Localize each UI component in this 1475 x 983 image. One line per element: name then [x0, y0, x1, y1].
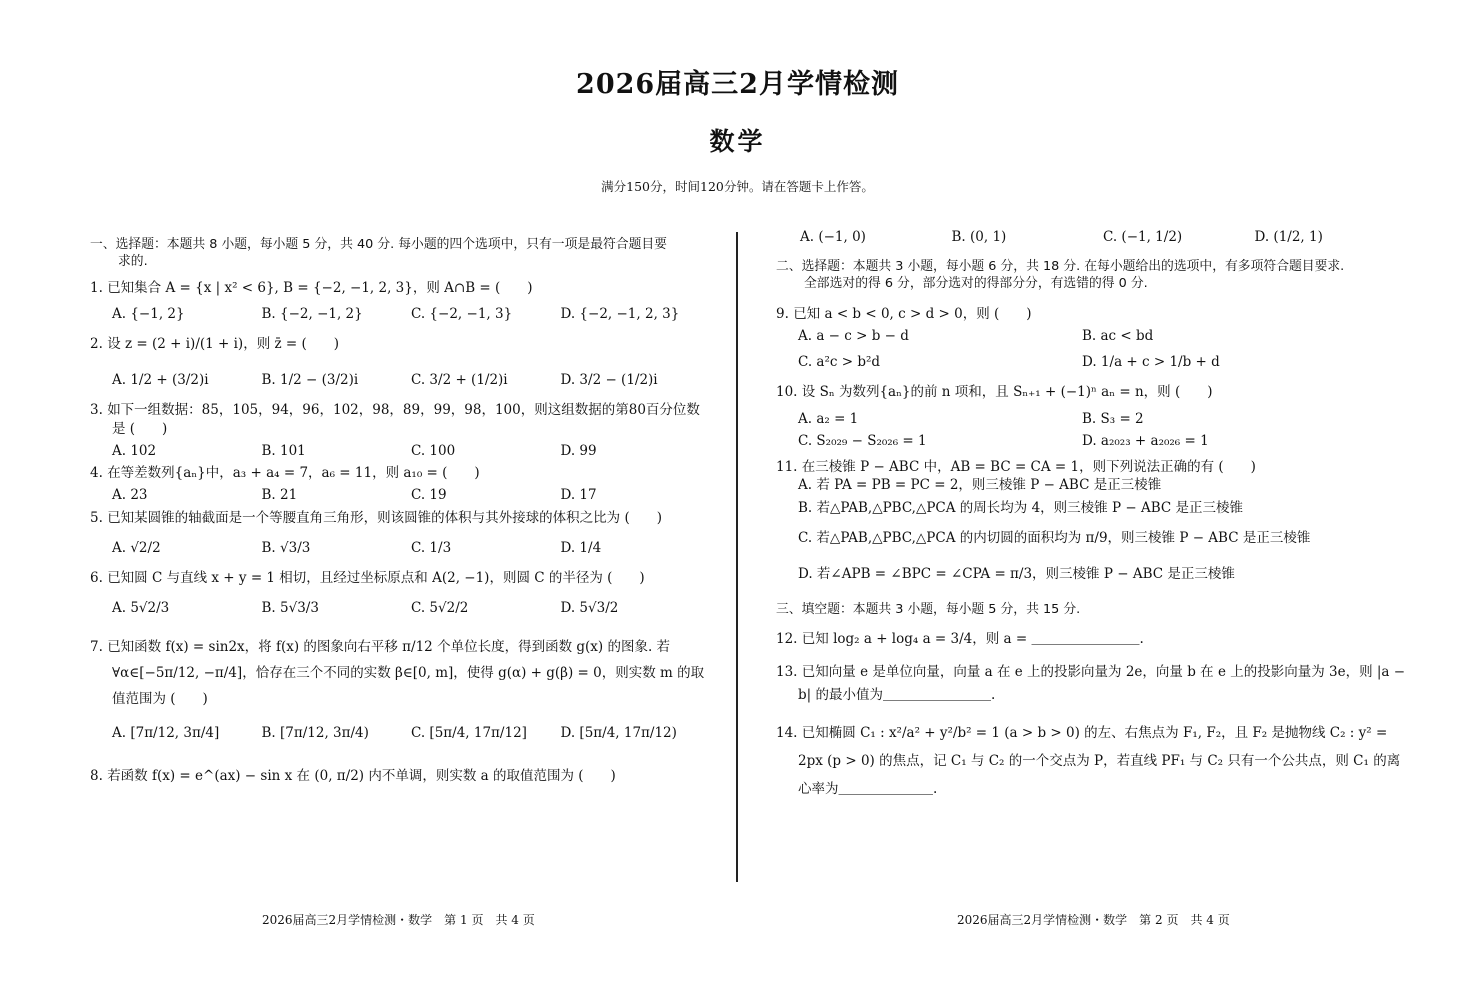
option-c: C. 100: [411, 442, 456, 459]
page-footer-right: 2026届高三2月学情检测・数学 第 2 页 共 4 页: [957, 913, 1230, 927]
question-10-options-row2: [776, 432, 1406, 450]
option-d: D. 17: [560, 487, 597, 504]
question-4: 4. 在等差数列{aₙ}中，a₃ + a₄ = 7，a₆ = 11，则 a₁₀ = ( ): [90, 465, 480, 482]
option-c: C. 19: [411, 487, 447, 504]
option-a: A. √2/2: [112, 539, 161, 556]
option-a: A. a − c > b − d: [798, 327, 909, 344]
option-d: D. 1/4: [560, 539, 602, 556]
question-2: 2. 设 z = (2 + i)/(1 + i)，则 z̄ = ( ): [90, 335, 340, 352]
question-14: 14. 已知椭圆 C₁ : x²/a² + y²/b² = 1 (a > b > 0) 的左、右焦点为 F₁, F₂，且 F₂ 是抛物线 C₂ : y² = 2px (p > 0) 的焦点，记 C₁ 与 C₂ 的一个交点为 P，若直线 PF₁ 与 C₂ 只有一个公共点，则 C₁ 的离心率为＿＿＿＿＿＿＿.: [776, 724, 1401, 798]
option-d: D. a₂₀₂₃ + a₂₀₂₆ = 1: [1082, 432, 1209, 449]
exam-title: 2026届高三2月学情检测: [576, 69, 899, 100]
question-8: 8. 若函数 f(x) = e^(ax) − sin x 在 (0, π/2) 内不单调，则实数 a 的取值范围为 ( ): [90, 767, 616, 784]
option-c: C. S₂₀₂₉ − S₂₀₂₆ = 1: [798, 432, 927, 449]
question-text: 在等差数列{aₙ}中，a₃ + a₄ = 7，a₆ = 11，则 a₁₀ = ( ): [107, 465, 480, 482]
option-a: A. 5√2/3: [112, 600, 170, 617]
question-text: 设 z = (2 + i)/(1 + i)，则 z̄ = ( ): [107, 335, 340, 352]
question-text: 已知某圆锥的轴截面是一个等腰直角三角形，则该圆锥的体积与其外接球的体积之比为 ( ): [107, 509, 663, 526]
question-1-options: [90, 305, 710, 323]
right-column: [776, 228, 1406, 804]
exam-notice: 满分150分，时间120分钟。请在答题卡上作答。: [601, 179, 874, 194]
option-a: A. a₂ = 1: [798, 410, 859, 427]
section-1-heading: 一、选择题：本题共 8 小题，每小题 5 分，共 40 分. 每小题的四个选项中，只有一项是最符合题目要 求的.: [90, 237, 667, 270]
option-c: C. (−1, 1/2): [1103, 229, 1183, 245]
question-6-options: [90, 599, 710, 617]
question-text: 已知椭圆 C₁ : x²/a² + y²/b² = 1 (a > b > 0) 的左、右焦点为 F₁, F₂，且 F₂ 是抛物线 C₂ : y² = 2px (p > 0) 的焦点，记 C₁ 与 C₂ 的一个交点为 P，若直线 PF₁ 与 C₂ 只有一个公共点，则 C₁ 的离心率为＿＿＿＿＿＿＿.: [798, 724, 1401, 798]
option-a: A. {−1, 2}: [112, 305, 185, 322]
option-d: D. 3/2 − (1/2)i: [560, 372, 658, 389]
option-c: C. 5√2/2: [411, 600, 469, 617]
question-10: 10. 设 Sₙ 为数列{aₙ}的前 n 项和，且 Sₙ₊₁ + (−1)ⁿ aₙ = n，则 ( ): [776, 384, 1213, 401]
option-b: B. 1/2 − (3/2)i: [261, 372, 359, 389]
subject-title: 数学: [709, 127, 766, 156]
option-a: A. 若 PA = PB = PC = 2，则三棱锥 P − ABC 是正三棱锥: [798, 477, 1162, 494]
section-2-heading: 二、选择题：本题共 3 小题，每小题 6 分，共 18 分. 在每小题给出的选项中，有多项符合题目要求. 全部选对的得 6 分，部分选对的得部分分，有选错的得 0 分.: [776, 259, 1345, 292]
option-a: A. 102: [112, 442, 157, 459]
option-d: D. 99: [560, 442, 597, 459]
option-b: B. [7π/12, 3π/4): [261, 725, 369, 742]
question-7-options: [90, 724, 710, 742]
question-text: 已知 log₂ a + log₄ a = 3/4，则 a = ＿＿＿＿＿＿＿＿.: [801, 631, 1144, 648]
option-c: C. 若△PAB,△PBC,△PCA 的内切圆的面积均为 π/9，则三棱锥 P − ABC 是正三棱锥: [798, 529, 1311, 546]
option-b: B. 若△PAB,△PBC,△PCA 的周长均为 4，则三棱锥 P − ABC 是正三棱锥: [798, 499, 1243, 516]
question-text: 已知向量 e 是单位向量，向量 a 在 e 上的投影向量为 2e，向量 b 在 e 上的投影向量为 3e，则 |a − b| 的最小值为＿＿＿＿＿＿＿＿.: [798, 663, 1406, 703]
option-b: B. (0, 1): [951, 229, 1007, 245]
option-c: C. 1/3: [411, 539, 452, 556]
left-column: [90, 236, 710, 785]
question-text: 已知集合 A = {x | x² < 6}, B = {−2, −1, 2, 3}，则 A∩B = ( ): [107, 279, 533, 296]
question-5-options: [90, 539, 710, 557]
question-9-options-row2: [776, 353, 1406, 371]
option-a: A. [7π/12, 3π/4]: [112, 725, 220, 742]
question-11: 11. 在三棱锥 P − ABC 中，AB = BC = CA = 1，则下列说法正确的有 ( ): [776, 459, 1256, 476]
option-b: B. 5√3/3: [261, 600, 319, 617]
question-text: 已知函数 f(x) = sin2x，将 f(x) 的图象向右平移 π/12 个单位长度，得到函数 g(x) 的图象. 若 ∀α∈[−5π/12, −π/4]，恰存在三个不同的实数 β∈[0, m]，使得 g(α) + g(β) = 0，则实数 m 的取值范围为 ( ): [107, 639, 705, 707]
option-b: B. √3/3: [261, 539, 311, 556]
option-a: A. 23: [112, 487, 148, 504]
question-10-options-row1: [776, 410, 1406, 428]
question-9: 9. 已知 a < b < 0, c > d > 0，则 ( ): [776, 305, 1032, 322]
option-b: B. 21: [261, 487, 298, 504]
question-13: 13. 已知向量 e 是单位向量，向量 a 在 e 上的投影向量为 2e，向量 b 在 e 上的投影向量为 3e，则 |a − b| 的最小值为＿＿＿＿＿＿＿＿.: [776, 663, 1406, 703]
option-d: D. 若∠APB = ∠BPC = ∠CPA = π/3，则三棱锥 P − ABC 是正三棱锥: [798, 565, 1235, 582]
option-c: C. a²c > b²d: [798, 354, 881, 371]
option-d: D. [5π/4, 17π/12): [560, 725, 677, 742]
question-text: 设 Sₙ 为数列{aₙ}的前 n 项和，且 Sₙ₊₁ + (−1)ⁿ aₙ = n，则 ( ): [801, 384, 1213, 401]
option-c: C. 3/2 + (1/2)i: [411, 372, 508, 389]
question-5: 5. 已知某圆锥的轴截面是一个等腰直角三角形，则该圆锥的体积与其外接球的体积之比为 ( ): [90, 509, 663, 526]
option-d: D. 1/a + c > 1/b + d: [1082, 354, 1220, 371]
question-12: 12. 已知 log₂ a + log₄ a = 3/4，则 a = ＿＿＿＿＿＿＿＿.: [776, 631, 1144, 648]
question-1: 1. 已知集合 A = {x | x² < 6}, B = {−2, −1, 2, 3}，则 A∩B = ( ): [90, 279, 533, 296]
question-text: 已知 a < b < 0, c > d > 0，则 ( ): [793, 305, 1032, 322]
option-b: B. ac < bd: [1082, 327, 1154, 344]
page-footer-left: 2026届高三2月学情检测・数学 第 1 页 共 4 页: [262, 913, 535, 927]
option-a: A. (−1, 0): [800, 229, 866, 245]
question-text: 已知圆 C 与直线 x + y = 1 相切，且经过坐标原点和 A(2, −1)，则圆 C 的半径为 ( ): [107, 569, 645, 586]
section-3-heading: 三、填空题：本题共 3 小题，每小题 5 分，共 15 分.: [776, 602, 1081, 618]
option-c: C. [5π/4, 17π/12]: [411, 725, 527, 742]
question-text: 在三棱锥 P − ABC 中，AB = BC = CA = 1，则下列说法正确的有 ( ): [801, 459, 1256, 476]
question-8-options: [776, 228, 1406, 246]
question-3-options: [90, 442, 710, 460]
option-b: B. {−2, −1, 2}: [261, 305, 363, 322]
question-7: 7. 已知函数 f(x) = sin2x，将 f(x) 的图象向右平移 π/12 个单位长度，得到函数 g(x) 的图象. 若 ∀α∈[−5π/12, −π/4]，恰存在三个不同的实数 β∈[0, m]，使得 g(α) + g(β) = 0，则实数 m 的取值范围为 ( ): [90, 639, 705, 707]
question-3: 3. 如下一组数据：85，105，94，96，102，98，89，99，98，100，则这组数据的第80百分位数是 ( ): [90, 402, 700, 437]
option-b: B. 101: [261, 442, 306, 459]
option-d: D. 5√3/2: [560, 600, 619, 617]
question-2-options: [90, 371, 710, 389]
question-9-options-row1: [776, 327, 1406, 345]
question-4-options: [90, 486, 710, 504]
option-d: D. {−2, −1, 2, 3}: [560, 305, 680, 322]
question-text: 如下一组数据：85，105，94，96，102，98，89，99，98，100，则这组数据的第80百分位数是 ( ): [107, 402, 700, 437]
option-c: C. {−2, −1, 3}: [411, 305, 513, 322]
option-a: A. 1/2 + (3/2)i: [112, 372, 209, 389]
option-d: D. (1/2, 1): [1254, 229, 1323, 245]
option-b: B. S₃ = 2: [1082, 410, 1144, 427]
question-text: 若函数 f(x) = e^(ax) − sin x 在 (0, π/2) 内不单调，则实数 a 的取值范围为 ( ): [107, 767, 616, 784]
column-divider: [736, 232, 738, 882]
question-6: 6. 已知圆 C 与直线 x + y = 1 相切，且经过坐标原点和 A(2, −1)，则圆 C 的半径为 ( ): [90, 569, 645, 586]
